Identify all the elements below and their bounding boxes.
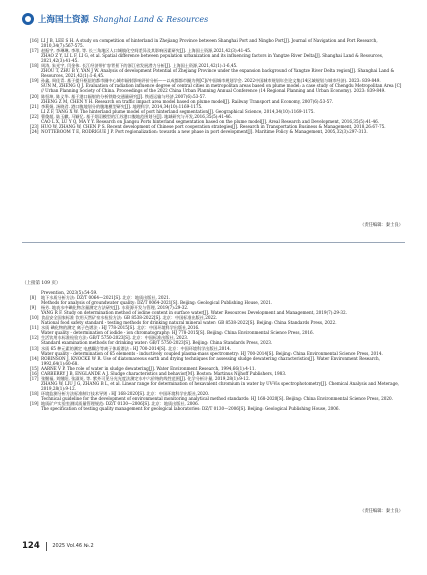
reference-text: 水质 65 种元素的测定 电感耦合等离子体质谱法 : HJ 700-2014[S]. 北京：中国环境科学出版社,2014. — [41, 345, 231, 351]
reference-number: [13] — [30, 345, 39, 351]
reference-text: Water quality - determination of iodide - ion chromatography: HJ 778-2015[S]. Beijing: China Environmental Science Press, 2016. — [41, 330, 314, 336]
reference-list-top — [30, 38, 403, 134]
reference-number: [21] — [30, 103, 39, 109]
reference-number: [16] — [30, 38, 39, 43]
reference-text: 孙鑫, 周佳青. 基于提升枢纽的都市圈中心城市辐射影响评价分析——以成都都市圈为例[C]//中国城市规划学会. 2022中国城市规划年会论文集(14区域规划与城市经济). 2023: 839-849. — [41, 78, 381, 84]
reference-number: [12] — [30, 335, 39, 341]
journal-logo-icon — [22, 13, 34, 25]
page-number: 124 — [22, 541, 40, 551]
reference-number: [16] — [30, 370, 39, 376]
page-footer — [22, 540, 94, 552]
reference-text: AARNE V P. The role of water in sludge dewatering[J]. Water Environment Research, 1994,66(1):4-11. — [41, 365, 256, 371]
reference-number: [23] — [30, 123, 39, 129]
reference-number: [18] — [30, 390, 39, 396]
reference-text: SUN M, ZHENG Q J. Evaluation of radiation influence degree of central cities in metropolitan areas based on plume model: a case study of Chengdu Metropolitan Area [C] // Urban Planning Society of China. Proceedings of the 2022 China Urban Planning Annual Conference (14 Regional Planning and Urban Economy). 2023: 839-849. — [41, 83, 402, 94]
issue-info: 2025 Vol.46 №.2 — [52, 543, 94, 549]
reference-number: [14] — [30, 355, 39, 361]
journal-title-cn: 上海国土资源 — [38, 15, 90, 25]
reference-number — [30, 83, 41, 93]
reference-text: The specification of testing quality management for geological laboratories: DZ/T 0130—2006[S]. Beijing: Geological Publishing House, 2006. — [41, 406, 340, 412]
reference-text: ZHOU T, ZHU B Y, YAN J W. Analysis of development Potential of Zhejiang Province under the expansion background of Yangtze River Delta region[J]. Shanghai Land & Resources, 2021,42(1):1-6,45. — [41, 68, 395, 79]
reference-text: ZHAO Z Y, LI L F, LI G, et al. Spatial difference between population urbanization and its influencing factors in Yangtze River Delta[J]. Shanghai Land & Resources, 2021,42(3):41-45. — [41, 53, 384, 64]
reference-number — [30, 53, 41, 63]
reference-text: Standard examination methods for drinking water: GB/T 5750-2023[S]. Beijing: China Standards Press, 2023. — [41, 340, 273, 346]
reference-entry — [30, 38, 403, 48]
reference-text: ZHENG Z M, CHEN Y H. Research on traffic impact area model based on plume model[J]. Railway Transport and Economy, 2007(6):53-57. — [41, 98, 334, 104]
reference-number: [9] — [30, 305, 36, 311]
reference-text: Technical guideline for the development of environmental monitoring analytical method standards: HJ 168-2020[S]. Beijing: China Environmental Science Press, 2020. — [41, 395, 393, 401]
reference-text: ZHANG W, LIU J G, ZHANG B L, et al. Linear range for determination of hexavalent chromium in water by UV-Vis spectrophotometry[J]. Chemical Analysis and Meterage, 2019,28(1):9-12. — [41, 380, 399, 391]
reference-text: 地下水质分析方法: DZ/T 0064—2021[S]. 北京：地质出版社, 2021. — [41, 295, 171, 301]
reference-text: 张继福, 刘继阳, 张淑英, 等. 紫外可见分光光度法测定水中六价铬的线性范围[J]. 化学分析计量, 2019,28(1):9-12. — [41, 375, 250, 381]
journal-header — [22, 12, 208, 26]
reference-text: Prevention, 2023(5):54-59. — [41, 290, 98, 295]
reference-number: [15] — [30, 365, 39, 371]
reference-number: [17] — [30, 48, 39, 54]
reference-text: 赵振宇, 李琳琳, 李琼, 等. 长三角地区人口城镇化空间差异及其影响因素研究[J]. 上海国土资源,2021,42(3):41-45. — [41, 48, 252, 54]
reference-text: 生活饮用水标准检验方法: GB/T 5750-2023[S]. 北京：中国标准出版社, 2023. — [41, 335, 189, 341]
reference-entry — [30, 68, 403, 78]
reference-text: Methods for analysis of groundwater quality: DZ/T 0064-2021[S]. Beijing: Geological Publishing House, 2021. — [41, 300, 273, 306]
reference-text: NOTTEBOOM T E, RODRIGUE J P. Port regionalization: towards a new phase in port development[J]. Maritime Policy & Management, 2005,32(3):297-313. — [41, 128, 368, 134]
reference-text: LI Z F, TANG X W. The hinterland plume model of port hinterland segmentation[J]. Geographical Science, 2014,34(10):1169-1175. — [41, 108, 315, 114]
reference-number — [30, 406, 41, 411]
reference-entry — [30, 406, 403, 411]
reference-entry — [30, 356, 403, 366]
reference-number: [17] — [30, 375, 39, 381]
reference-number: [20] — [30, 93, 39, 99]
reference-list-bottom — [30, 290, 403, 411]
reference-entry — [30, 53, 403, 63]
reference-number: [11] — [30, 325, 39, 331]
editor-credit-top: （责任编辑：秦士良） — [360, 223, 403, 228]
reference-text: 水质 碘化物的测定 离子色谱法 : HJ 778-2015[S]. 北京：中国环境科学出版社,2016. — [41, 325, 200, 331]
section-divider — [22, 242, 405, 243]
reference-text: YANG R F. Study on determination method of iodine content in surface water[J]. Water Resources Development and Management, 2019(7):29-32. — [41, 310, 348, 316]
reference-text: 地质矿产实验室测试质量管理规范: DZ/T 0130—2006[S]. 北京：地质出版社, 2006. — [41, 401, 200, 407]
reference-number — [30, 381, 41, 391]
reference-text: ROBINSON J, KNOCKE W R. Use of diatomaceous earth and drying techniques for assessing sludge dewatering characteristics[J]. Water Environment Research, 1992,64(1):60-68. — [41, 355, 380, 366]
continued-from-note: （上接第 109 页） — [22, 281, 61, 286]
footer-separator — [46, 542, 47, 551]
reference-number: [10] — [30, 315, 39, 321]
reference-text: 杨芳. 地表水中碘化物含量测定方法研究[J]. 水资源开发与管理, 2019(7):29-32. — [41, 305, 189, 311]
reference-number: [19] — [30, 401, 39, 407]
reference-text: 周涛, 朱光宇, 闫金伟. 长江经济带扩容背景下的浙江省发展潜力分析[J]. 上海国土资源,2021,42(1):1-6,45. — [41, 63, 238, 69]
reference-number: [22] — [30, 113, 39, 119]
reference-text: Water quality - determination of 65 elements - inductively coupled plasma-mass spectrometry: HJ 700-2014[S]. Beijing: China Environmental Science Press, 2014. — [41, 350, 383, 356]
reference-text: HUO W, ZHANG W, CHEN P S. Recent development of Chinese port cooperation strategies[J]. Research in Transportation Business & Management, 2018,26:67-75. — [41, 123, 386, 129]
reference-text: CARBERRY J B, ENGLANDE A J. Sludge characteristics and behavior[M]. Boston: Martinus Nijhoff Publishers, 1983. — [41, 370, 287, 376]
reference-number: [24] — [30, 128, 39, 134]
reference-number: [18] — [30, 63, 39, 69]
reference-text: 陈恒坤, 陈义华. 基于港口辐射的分析铁路交通量研究[J]. 铁道运输与经济,2007(6):53-57. — [41, 93, 207, 99]
journal-title-en: Shanghai Land & Resources — [93, 14, 209, 24]
reference-text: 李莉娟, 汤晓君. 港口腹地划分的腹地模型研究[J]. 地理科学, 2014,34(10):1169-1175. — [41, 103, 203, 109]
reference-text: National food safety standard - testing methods for drinking natural mineral water: GB 8538-2022[S]. Beijing: China Standards Press, 2022. — [41, 320, 337, 326]
reference-text: 环境监测分析方法标准制订技术导则 : HJ 168-2020[S]. 北京：中国环境科学出版社,2020. — [41, 390, 210, 396]
reference-text: LI J B, LEE S H. A study on competition of hinterland in Zhejiang Province between Shanghai Port and Ningbo Port[J]. Journal of Navigation and Port Research, 2010,34(7):567-575. — [41, 38, 378, 49]
reference-text: CAO L X, LU Y Q, MA Y Y. Research on Jiangsu Ports hinterland segmentation based on the plume model[J]. Areal Research and Development, 2016,35(5):41-46. — [41, 118, 380, 124]
reference-number: [8] — [30, 295, 36, 301]
editor-credit-bottom: （责任编辑：秦士良） — [360, 509, 403, 514]
reference-entry — [30, 83, 403, 93]
reference-text: 食品安全国家标准 饮用天然矿泉水检验方法: GB 8538-2022[S]. 北京：中国标准出版社,2022. — [41, 315, 218, 321]
reference-text: 曹俊超, 陆玉麒, 马颖忆. 基于烟羽模型的江苏港口腹地范围划分[J]. 地域研究与开发,2016,35(5):41-46. — [41, 113, 233, 119]
reference-number: [19] — [30, 78, 39, 84]
reference-number — [30, 68, 41, 78]
reference-entry — [30, 381, 403, 391]
reference-entry — [30, 129, 403, 134]
